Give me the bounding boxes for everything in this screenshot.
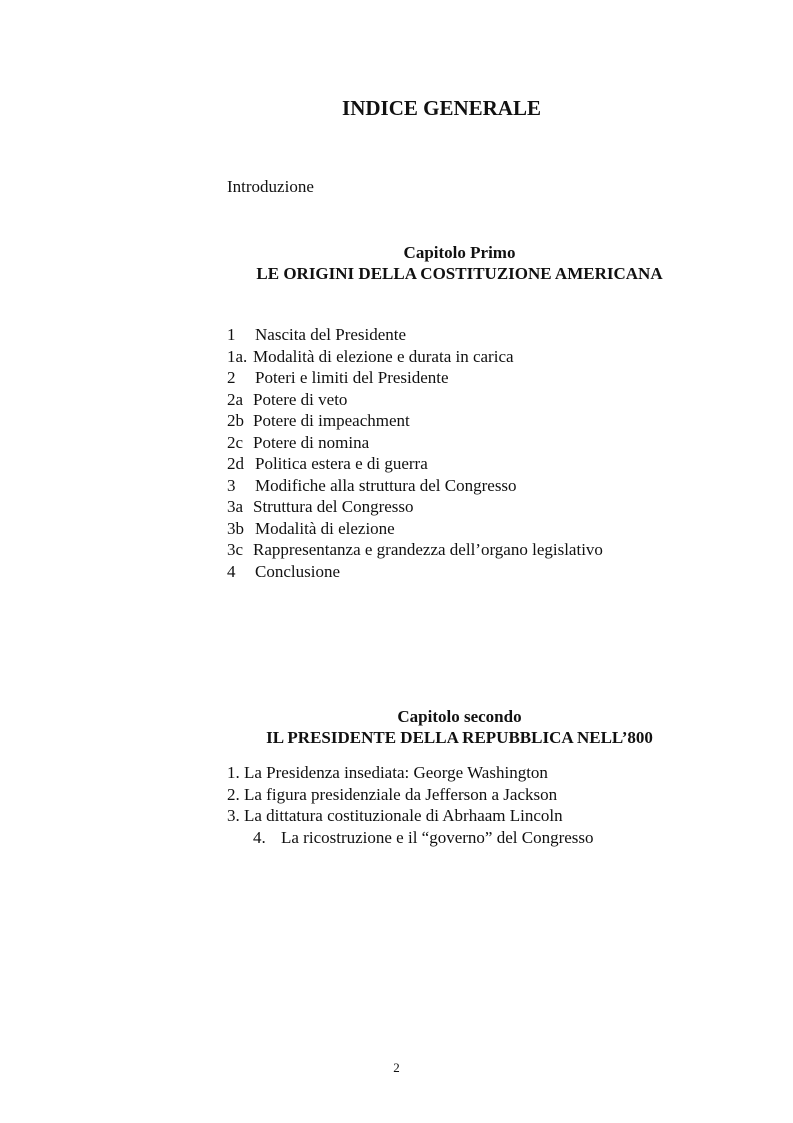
toc-entry <box>227 410 603 432</box>
toc-entry-number: 4 <box>227 561 236 581</box>
chapter-2-header <box>227 706 692 748</box>
chapter-1-heading: Capitolo Primo <box>403 243 516 262</box>
toc-entry <box>227 475 603 497</box>
toc-entry <box>227 496 603 518</box>
toc-entry-number: 1. <box>227 763 240 782</box>
toc-entry <box>227 367 603 389</box>
toc-entry-number: 2c <box>227 432 244 452</box>
toc-entry <box>227 432 603 454</box>
toc-entry-text: Struttura del Congresso <box>253 497 414 516</box>
page-title: INDICE GENERALE <box>342 96 541 120</box>
toc-entry-text: Modifiche alla struttura del Congresso <box>255 475 517 495</box>
toc-entry <box>227 518 603 540</box>
toc-entry-text: Politica estera e di guerra <box>255 454 428 473</box>
toc-entry-number: 3b <box>227 518 244 538</box>
toc-entry-number: 2b <box>227 411 244 430</box>
toc-entry <box>227 539 603 561</box>
toc-entry-number: 3c <box>227 540 244 559</box>
toc-entry-number: 3. <box>227 806 240 825</box>
introduction-entry: Introduzione <box>227 177 314 196</box>
toc-entry-number: 2. <box>227 784 240 804</box>
toc-entry <box>227 389 603 411</box>
toc-entry-text: Poteri e limiti del Presidente <box>255 368 449 387</box>
chapter-2-heading: Capitolo secondo <box>397 707 522 726</box>
chapter-1-header <box>227 242 692 284</box>
toc-entry-number: 2 <box>227 368 236 387</box>
toc-entry-text: La Presidenza insediata: George Washington <box>244 763 548 782</box>
chapter-2-toc <box>227 762 594 848</box>
toc-entry <box>227 762 594 784</box>
page-number: 2 <box>393 1060 400 1075</box>
toc-entry <box>227 324 603 346</box>
toc-entry <box>227 805 594 827</box>
toc-entry-number: 3a <box>227 497 244 516</box>
chapter-1-toc <box>227 324 603 582</box>
toc-entry-text: La figura presidenziale da Jefferson a Jackson <box>244 784 558 804</box>
toc-entry-number: 3 <box>227 475 236 495</box>
toc-entry-text: Potere di veto <box>253 389 348 409</box>
toc-entry-text: La ricostruzione e il “governo” del Congresso <box>281 827 594 847</box>
toc-entry-number: 2a <box>227 389 244 409</box>
toc-entry-number: 1a. <box>227 346 248 366</box>
toc-entry <box>227 827 594 849</box>
toc-entry-number: 2d <box>227 454 244 473</box>
toc-entry-text: La dittatura costituzionale di Abrhaam Lincoln <box>244 806 563 825</box>
chapter-1-subtitle: LE ORIGINI DELLA COSTITUZIONE AMERICANA <box>256 264 663 283</box>
toc-entry <box>227 346 603 368</box>
toc-entry-text: Potere di impeachment <box>253 411 410 430</box>
toc-entry-number: 1 <box>227 325 236 344</box>
toc-entry-text: Modalità di elezione <box>255 518 395 538</box>
toc-entry-number: 4. <box>253 827 266 847</box>
chapter-2-subtitle: IL PRESIDENTE DELLA REPUBBLICA NELL’800 <box>266 728 653 747</box>
toc-entry-text: Conclusione <box>255 561 340 581</box>
toc-entry <box>227 784 594 806</box>
toc-entry <box>227 561 603 583</box>
toc-entry <box>227 453 603 475</box>
toc-entry-text: Modalità di elezione e durata in carica <box>253 346 514 366</box>
toc-entry-text: Nascita del Presidente <box>255 325 407 344</box>
toc-entry-text: Rappresentanza e grandezza dell’organo legislativo <box>253 540 603 559</box>
toc-entry-text: Potere di nomina <box>253 432 370 452</box>
